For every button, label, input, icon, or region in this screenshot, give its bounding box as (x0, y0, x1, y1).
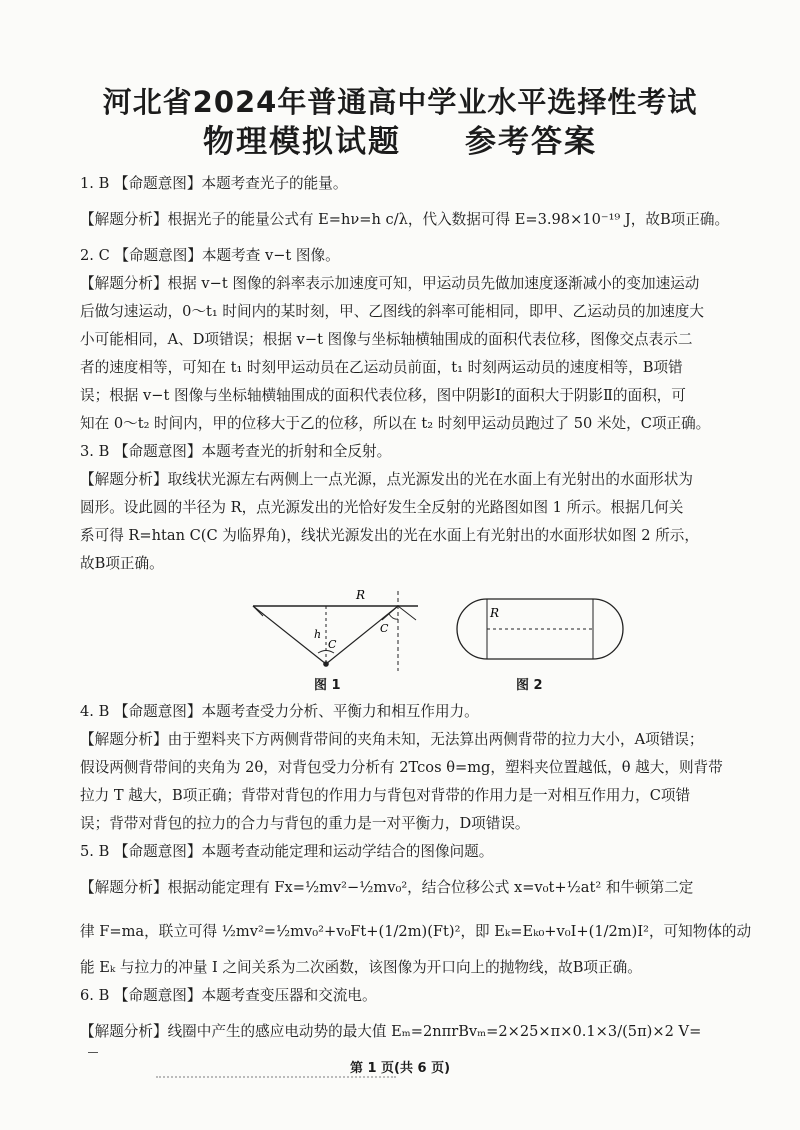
q2-line-1: 【解题分析】根据 v−t 图像的斜率表示加速度可知，甲运动员先做加速度逐渐减小的变加速运动 (80, 275, 700, 292)
figure-1 (248, 586, 428, 676)
q5-line-1: 【解题分析】根据动能定理有 Fx=½mv²−½mv₀²，结合位移公式 x=v₀t+½at² 和牛顿第二定 (80, 879, 694, 896)
fig1-label-R: R (356, 588, 366, 602)
q4-line-3: 拉力 T 越大，B项正确；背带对背包的作用力与背包对背带的作用力是一对相互作用力，C项错 (80, 787, 691, 804)
page-number: 第 1 页(共 6 页) (349, 1061, 451, 1076)
q3-line-1: 【解题分析】取线状光源左右两侧上一点光源，点光源发出的光在水面上有光射出的水面形状为 (80, 471, 693, 488)
q6-analysis: 【解题分析】线圈中产生的感应电动势的最大值 Eₘ=2nπrBvₘ=2×25×π×0.1×3/(5π)×2 V= (80, 1023, 702, 1040)
q3-line-4: 故B项正确。 (80, 555, 164, 572)
q3-figures (80, 586, 770, 698)
q4-line-2: 假设两侧背带间的夹角为 2θ，对背包受力分析有 2Tcos θ=mg，塑料夹位置越低，θ 越大，则背带 (80, 759, 723, 776)
q5-line-3: 能 Eₖ 与拉力的冲量 I 之间关系为二次函数，该图像为开口向上的抛物线，故B项正确。 (80, 959, 642, 976)
fig1-label-C-bottom: C (328, 638, 337, 651)
answer-content (80, 170, 770, 1054)
exam-subtitle (0, 116, 800, 161)
q2-line-3: 小可能相同，A、D项错误；根据 v−t 图像与坐标轴横轴围成的面积代表位移，图像交点表示二 (80, 331, 693, 348)
q3-head: 3. B 【命题意图】本题考查光的折射和全反射。 (80, 443, 392, 460)
q2-head: 2. C 【命题意图】本题考查 v−t 图像。 (80, 247, 340, 264)
q2-line-4: 者的速度相等，可知在 t₁ 时刻甲运动员在乙运动员前面，t₁ 时刻两运动员的速度相等，B项错 (80, 359, 683, 376)
q2-line-6: 知在 0～t₂ 时间内，甲的位移大于乙的位移，所以在 t₂ 时刻甲运动员跑过了 50 米处，C项正确。 (80, 415, 711, 432)
figure-2 (456, 598, 626, 670)
fig2-label-R: R (490, 606, 500, 620)
fig1-caption: 图 1 (314, 678, 341, 693)
subtitle-right: 参考答案 (465, 124, 597, 160)
exam-title: 河北省2024年普通高中学业水平选择性考试 (102, 85, 698, 119)
fig1-label-C-edge: C (380, 622, 389, 635)
q4-line-1: 【解题分析】由于塑料夹下方两侧背带间的夹角未知，无法算出两侧背带的拉力大小，A项错误； (80, 731, 704, 748)
q1-analysis: 【解题分析】根据光子的能量公式有 E=hν=h c/λ，代入数据可得 E=3.98×10⁻¹⁹ J，故B项正确。 (80, 211, 730, 228)
fig1-label-h: h (314, 628, 322, 641)
q2-line-2: 后做匀速运动，0～t₁ 时间内的某时刻，甲、乙图线的斜率可能相同，即甲、乙运动员的加速度大 (80, 303, 704, 320)
fig2-caption: 图 2 (516, 678, 543, 693)
q4-head: 4. B 【命题意图】本题考查受力分析、平衡力和相互作用力。 (80, 703, 479, 720)
q3-line-2: 圆形。设此圆的半径为 R，点光源发出的光恰好发生全反射的光路图如图 1 所示。根据几何关 (80, 499, 684, 516)
q4-line-4: 误；背带对背包的拉力的合力与背包的重力是一对平衡力，D项错误。 (80, 815, 530, 832)
subtitle-left: 物理模拟试题 (203, 124, 401, 160)
q5-head: 5. B 【命题意图】本题考查动能定理和运动学结合的图像问题。 (80, 843, 494, 860)
q5-line-2: 律 F=ma，联立可得 ½mv²=½mv₀²+v₀Ft+(1/2m)(Ft)²，即 Eₖ=Eₖ₀+v₀I+(1/2m)I²，可知物体的动 (80, 923, 752, 940)
q3-line-3: 系可得 R=htan C(C 为临界角)，线状光源发出的光在水面上有光射出的水面形状如图 2 所示， (80, 527, 699, 544)
q2-line-5: 误；根据 v−t 图像与坐标轴横轴围成的面积代表位移，图中阴影Ⅰ的面积大于阴影Ⅱ的面积，可 (80, 387, 686, 404)
footer-dots (156, 1076, 396, 1078)
q1-head: 1. B 【命题意图】本题考查光子的能量。 (80, 175, 348, 192)
footer-dash (88, 1052, 98, 1053)
q6-head: 6. B 【命题意图】本题考查变压器和交流电。 (80, 987, 377, 1004)
